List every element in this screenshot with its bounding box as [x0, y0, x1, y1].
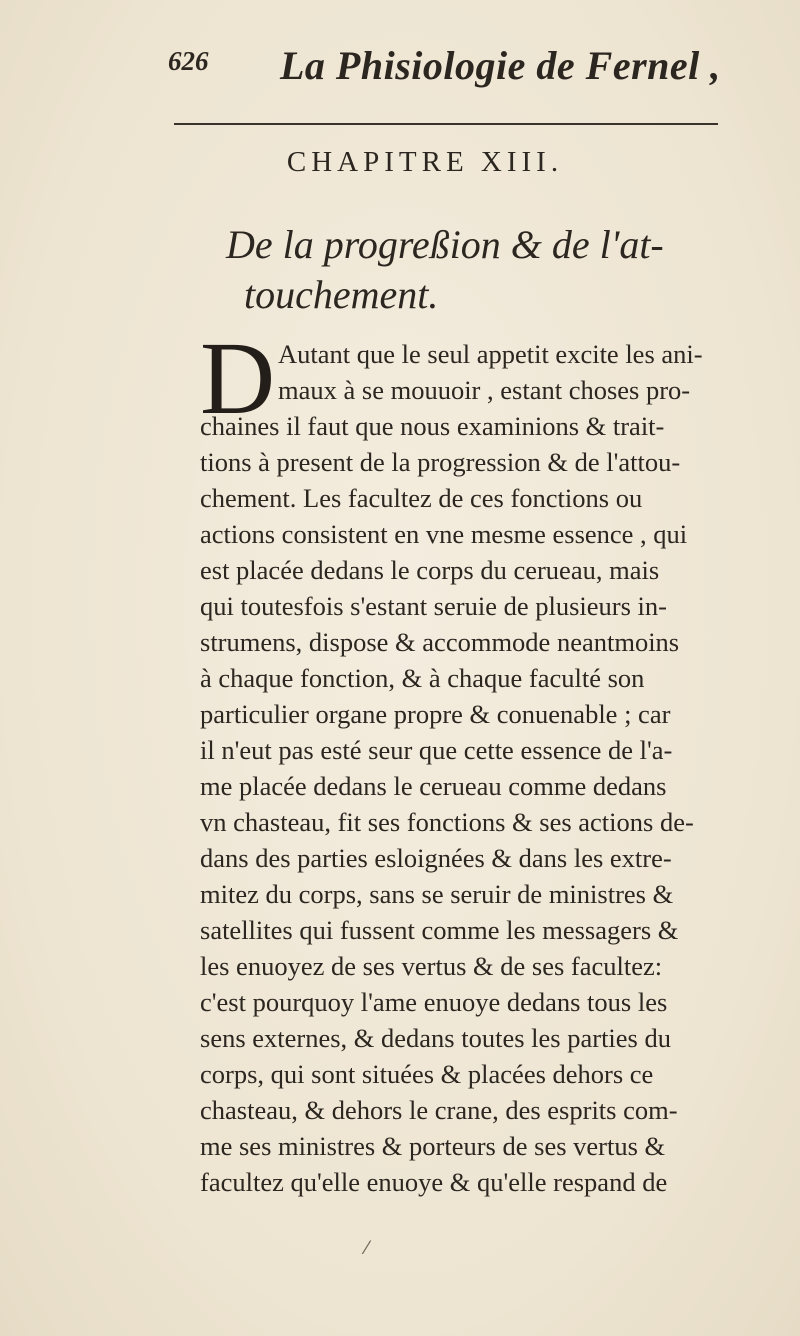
text-line: strumens, dispose & accommode neantmoins — [200, 627, 680, 657]
text-line: c'est pourquoy l'ame enuoye dedans tous les — [200, 987, 668, 1017]
drop-cap: D — [200, 321, 276, 436]
text-line: mitez du corps, sans se seruir de ministres & — [200, 879, 674, 909]
text-line: actions consistent en vne mesme essence , qui — [200, 519, 688, 549]
text-line: qui toutesfois s'estant seruie de plusieurs in- — [200, 591, 667, 621]
text-line: dans des parties esloignées & dans les extre- — [200, 843, 672, 873]
chapter-title-line-2: touchement. — [244, 272, 439, 317]
text-line: satellites qui fussent comme les messagers & — [200, 915, 679, 945]
text-line: chasteau, & dehors le crane, des esprits com- — [200, 1095, 678, 1125]
text-line: tions à present de la progression & de l'attou- — [200, 447, 681, 477]
text-line: les enuoyez de ses vertus & de ses facultez: — [200, 951, 663, 981]
text-line: il n'eut pas esté seur que cette essence de l'a- — [200, 735, 673, 765]
header-rule — [174, 123, 718, 125]
text-line: me placée dedans le cerueau comme dedans — [200, 771, 667, 801]
chapter-title — [226, 220, 746, 320]
text-line: chaines il faut que nous examinions & trait- — [200, 411, 665, 441]
body-text — [200, 321, 794, 1200]
page-header — [168, 40, 728, 100]
text-line: maux à se mouuoir , estant choses pro- — [278, 375, 691, 405]
ink-speck: ⁄ — [365, 1238, 369, 1259]
text-line: me ses ministres & porteurs de ses vertus & — [200, 1131, 666, 1161]
text-line: est placée dedans le corps du cerueau, mais — [200, 555, 660, 585]
text-line: corps, qui sont situées & placées dehors ce — [200, 1059, 654, 1089]
text-line: particulier organe propre & conuenable ; car — [200, 699, 671, 729]
text-line: chement. Les facultez de ces fonctions ou — [200, 483, 643, 513]
text-line: Autant que le seul appetit excite les ani- — [278, 339, 703, 369]
chapter-title-line-1: De la progreßion & de l'at- — [226, 222, 664, 267]
text-line: vn chasteau, fit ses fonctions & ses actions de- — [200, 807, 694, 837]
page-number: 626 — [168, 46, 209, 76]
running-title: La Phisiologie de Fernel , — [280, 43, 721, 88]
text-line: facultez qu'elle enuoye & qu'elle respand de — [200, 1167, 668, 1197]
text-line: à chaque fonction, & à chaque faculté son — [200, 663, 645, 693]
chapter-heading: CHAPITRE XIII. — [286, 146, 564, 178]
text-line: sens externes, & dedans toutes les parties du — [200, 1023, 671, 1053]
